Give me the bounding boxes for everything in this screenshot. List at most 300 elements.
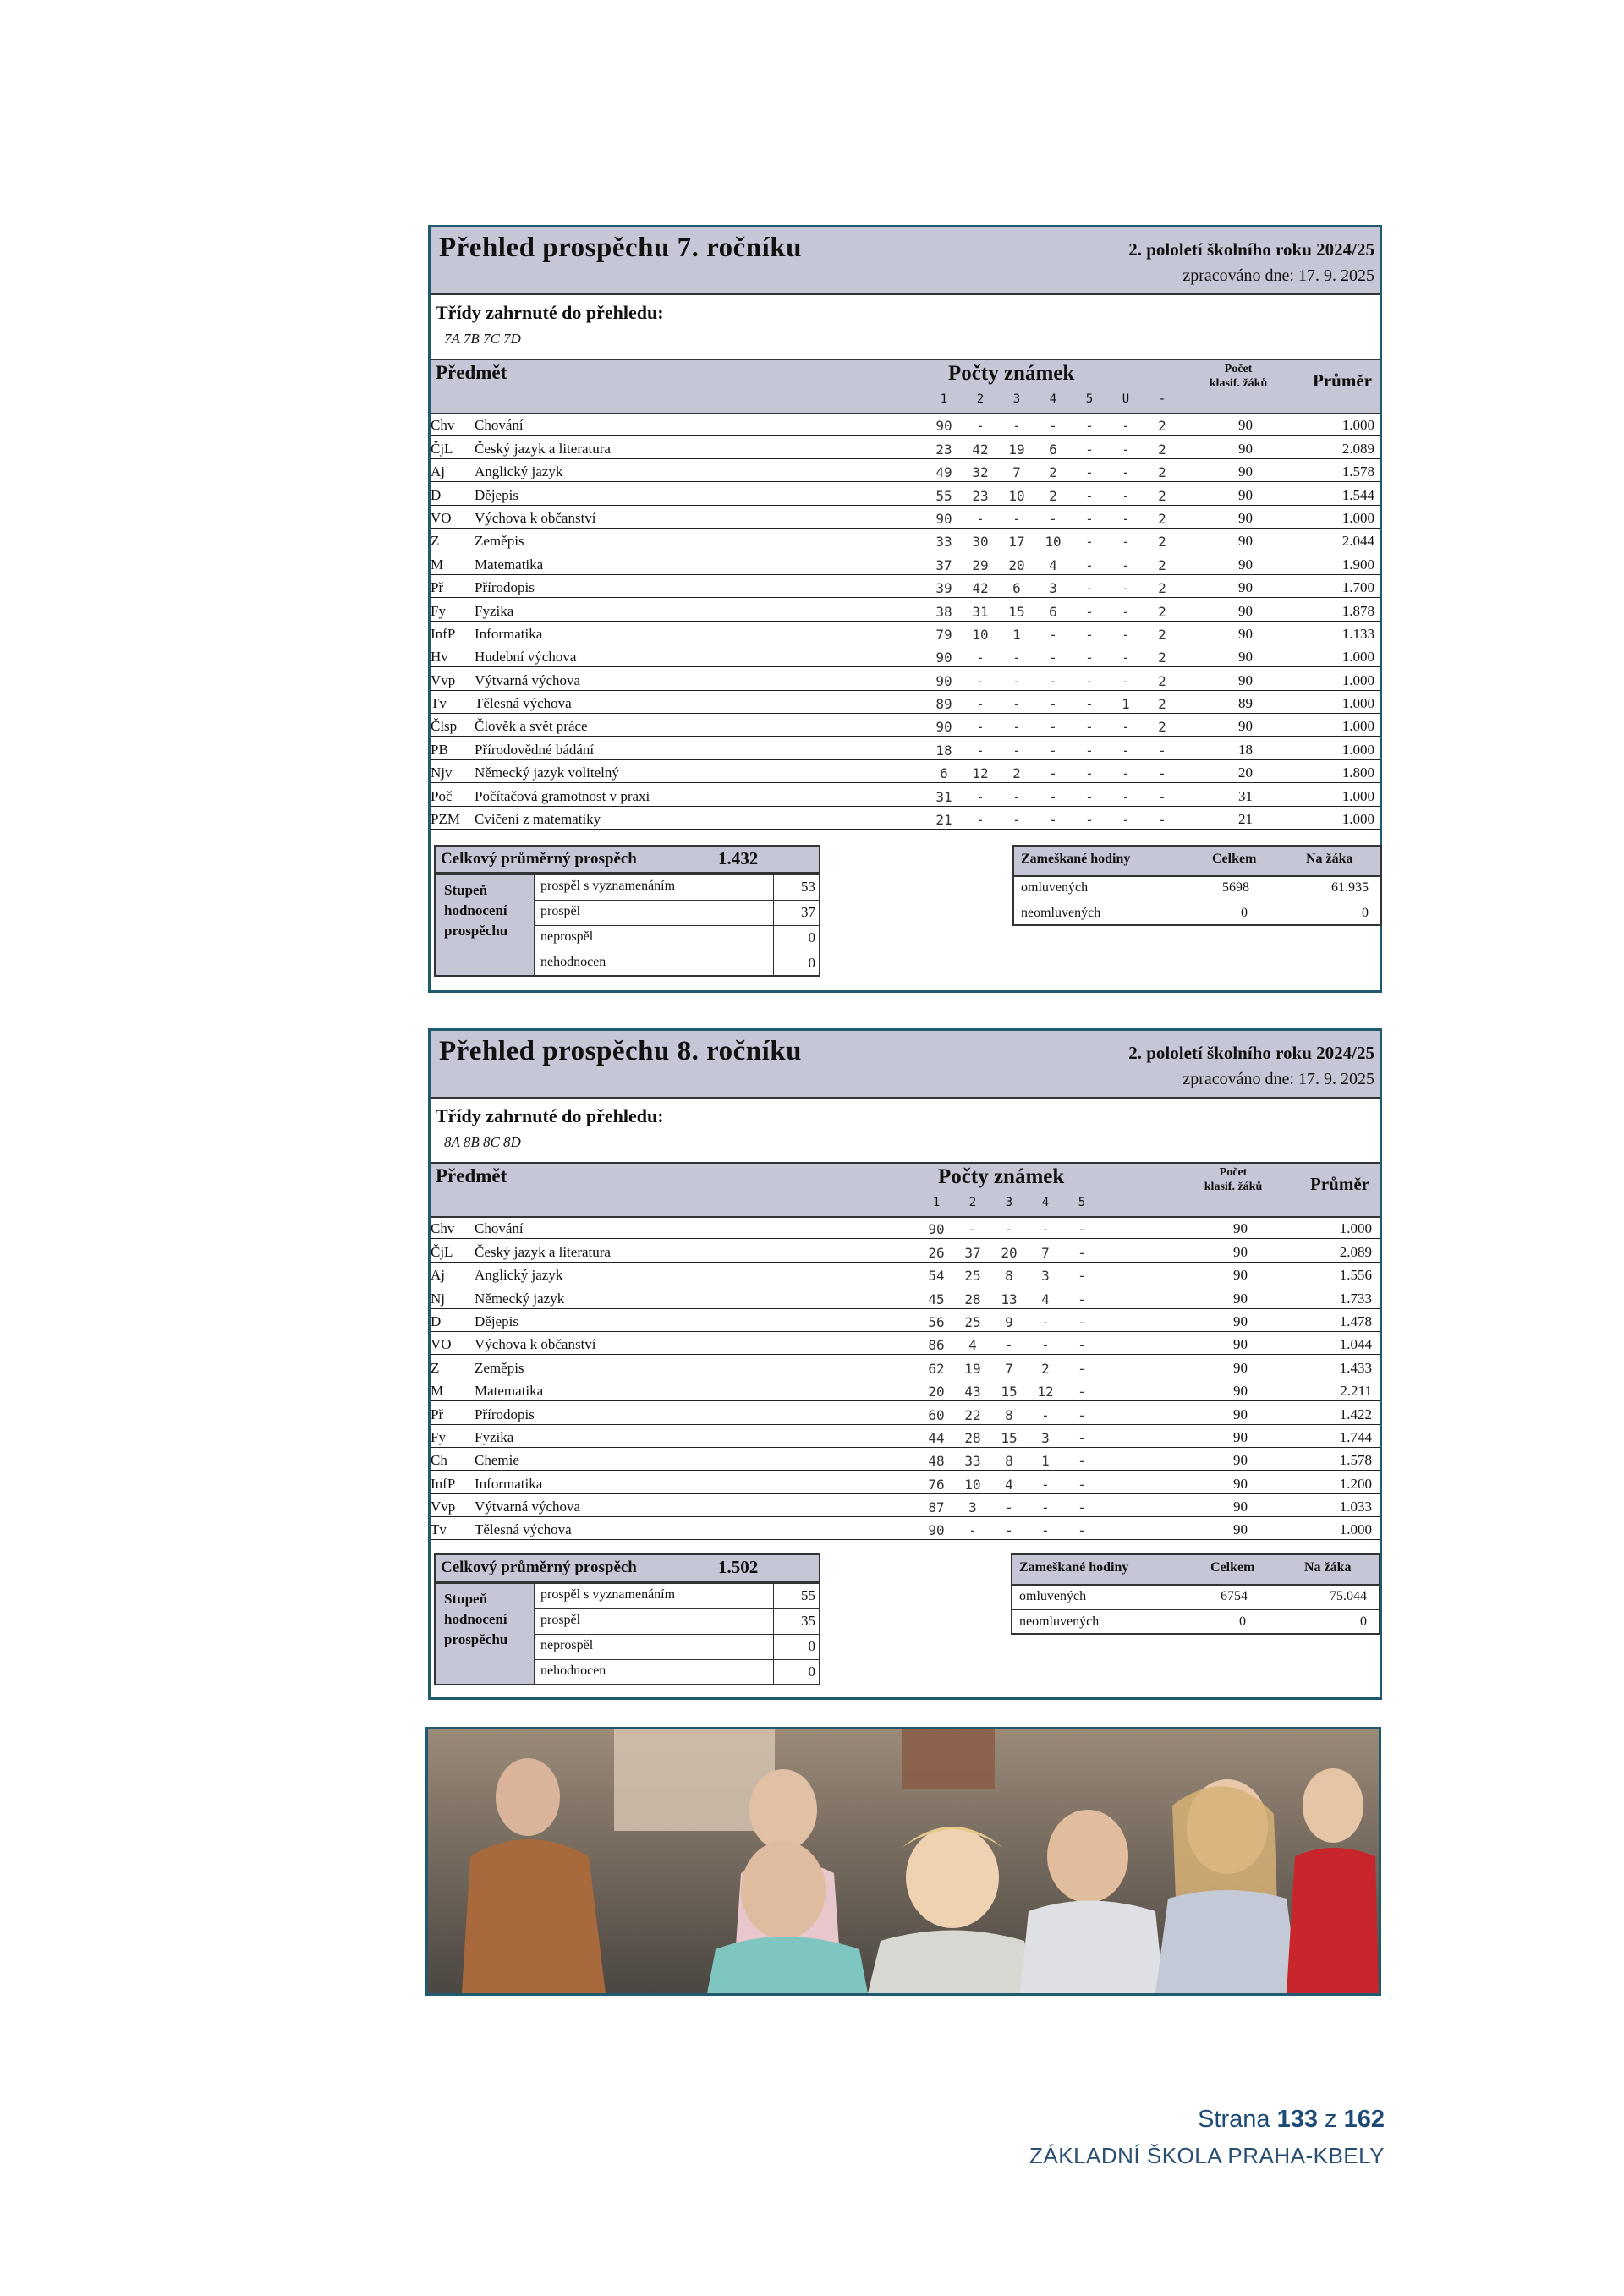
table-row	[431, 1378, 1380, 1401]
absence-row	[1012, 1609, 1379, 1635]
grade-count: 18	[935, 742, 952, 759]
grade-count: -	[1049, 696, 1057, 713]
subject-name: Český jazyk a literatura	[475, 1243, 611, 1260]
header-count	[1200, 362, 1276, 391]
absence-header-per-pupil: Na žáka	[1306, 852, 1353, 866]
grade-count: -	[1078, 1337, 1086, 1354]
table-row	[431, 436, 1380, 458]
pupil-count: 90	[1233, 1452, 1248, 1469]
subject-name: Výtvarná výchova	[475, 671, 581, 688]
evaluation-table	[434, 1582, 820, 1685]
table-row	[431, 783, 1380, 806]
table-row	[431, 1494, 1380, 1517]
subject-abbr: Hv	[431, 649, 448, 666]
subject-name: Anglický jazyk	[475, 463, 563, 480]
pupil-count: 89	[1238, 695, 1253, 712]
subject-abbr: PZM	[431, 811, 460, 828]
absence-header-total: Celkem	[1210, 1560, 1255, 1575]
absence-total: 5698	[1222, 880, 1249, 895]
subject-name: Informatika	[475, 625, 543, 642]
subject-abbr: Njv	[431, 764, 453, 781]
report-period: 2. pololetí školního roku 2024/25	[1128, 239, 1374, 260]
subject-average: 1.000	[1341, 649, 1374, 666]
overall-average-label: Celkový průměrný prospěch	[441, 1559, 637, 1576]
table-row	[431, 807, 1380, 830]
grade-count: 62	[928, 1360, 945, 1377]
grade-count: -	[976, 510, 985, 527]
table-row	[431, 1425, 1380, 1448]
subject-abbr: Vvp	[431, 671, 456, 688]
subject-average: 1.800	[1341, 764, 1374, 781]
subject-rows	[431, 413, 1380, 830]
subject-average: 1.000	[1341, 417, 1374, 434]
grade-count: -	[976, 788, 985, 805]
subject-name: Matematika	[475, 556, 544, 573]
grade-count: 49	[935, 464, 952, 481]
pupil-count: 90	[1233, 1220, 1248, 1237]
grade-count: -	[1085, 556, 1094, 573]
grade-count: -	[968, 1522, 977, 1539]
absence-row	[1014, 875, 1380, 901]
grade-count: 37	[935, 556, 952, 573]
pupil-count: 90	[1238, 509, 1253, 526]
grade-count: 2	[1158, 580, 1166, 597]
evaluation-value: 55	[773, 1584, 819, 1608]
grade-count: -	[1078, 1268, 1086, 1285]
absence-header-total: Celkem	[1212, 852, 1257, 866]
subject-name: Německý jazyk volitelný	[475, 764, 619, 781]
grade-count: 2	[1158, 487, 1166, 504]
pupil-count: 90	[1238, 602, 1253, 619]
grade-count: 2	[1049, 464, 1057, 481]
grade-count: 4	[968, 1337, 977, 1354]
grade-count: 33	[964, 1453, 981, 1470]
grade-count: 56	[928, 1313, 945, 1330]
grade-count: 48	[928, 1453, 945, 1470]
evaluation-name: neprospěl	[540, 929, 594, 944]
grade-count: 31	[972, 603, 989, 620]
subject-name: Zeměpis	[475, 533, 524, 550]
grade-count: 2	[1158, 626, 1166, 643]
evaluation-row	[535, 901, 819, 926]
header-grades: Počty známek	[938, 1165, 1065, 1188]
grade-count: 2	[1158, 649, 1166, 666]
subject-name: Fyzika	[475, 602, 514, 619]
subject-abbr: ČjL	[431, 1243, 453, 1260]
grade-count: -	[1158, 812, 1166, 829]
grade-count: -	[1078, 1244, 1086, 1261]
table-row	[431, 459, 1380, 482]
table-row	[431, 1471, 1380, 1493]
grade-count: -	[976, 649, 985, 666]
grade-count: 90	[935, 418, 952, 435]
evaluation-label-line: hodnocení	[444, 1611, 508, 1627]
grade-col-u: U	[1122, 392, 1130, 406]
grade-count: 2	[1158, 719, 1166, 736]
subject-average: 1.744	[1339, 1428, 1372, 1445]
table-row	[431, 714, 1380, 737]
grade-count: 10	[1045, 534, 1062, 551]
subject-abbr: Chv	[431, 417, 455, 434]
grade-count: 2	[1158, 556, 1166, 573]
grade-count: 7	[1041, 1244, 1050, 1261]
absence-row	[1014, 901, 1380, 926]
absence-name: omluvených	[1019, 1589, 1087, 1603]
subject-average: 1.000	[1341, 787, 1374, 804]
grade-count: -	[1078, 1429, 1086, 1446]
overall-average-label: Celkový průměrný prospěch	[441, 850, 637, 868]
absence-header-hours: Zameškané hodiny	[1019, 1560, 1129, 1575]
subject-average: 1.000	[1341, 718, 1374, 735]
grade-count: 1	[1122, 696, 1130, 713]
subject-average: 1.000	[1341, 671, 1374, 688]
grade-count: 15	[1001, 1429, 1018, 1446]
subject-abbr: Vvp	[431, 1499, 456, 1515]
evaluation-label-line: Stupeň	[444, 1591, 488, 1607]
report-title: Přehled prospěchu 8. ročníku	[439, 1036, 802, 1066]
subject-abbr: InfP	[431, 1475, 456, 1492]
grade-count: -	[1158, 742, 1166, 759]
grade-count: 79	[935, 626, 952, 643]
grade-count: -	[1012, 649, 1021, 666]
subject-name: Hudební výchova	[475, 649, 577, 666]
grade-count: 4	[1005, 1476, 1013, 1493]
subject-average: 1.433	[1339, 1359, 1372, 1376]
grade-count: 6	[1049, 441, 1057, 458]
page-counter	[1198, 2106, 1385, 2134]
grade-count: 87	[928, 1499, 945, 1516]
table-row	[431, 1332, 1380, 1355]
grade-count: -	[1085, 649, 1094, 666]
grade-count: 4	[1041, 1290, 1050, 1307]
grade-count: 30	[972, 534, 989, 551]
subject-average: 1.478	[1339, 1312, 1372, 1329]
grade-count: 12	[1037, 1384, 1054, 1400]
subject-abbr: Tv	[431, 695, 447, 712]
evaluation-name: nehodnocen	[540, 1663, 606, 1678]
grade-count: -	[976, 742, 985, 759]
subject-name: Výchova k občanství	[475, 1336, 596, 1353]
grade-count: 19	[964, 1360, 981, 1377]
grade-count: -	[1049, 765, 1057, 782]
pupil-count: 90	[1233, 1383, 1248, 1400]
grade-count: -	[1122, 719, 1130, 736]
evaluation-value: 0	[773, 926, 819, 951]
evaluation-value: 37	[773, 901, 819, 925]
classes-list: 7A 7B 7C 7D	[444, 331, 521, 347]
grade-count: 6	[1012, 580, 1021, 597]
grade-count: 3	[1041, 1429, 1050, 1446]
grade-count: 33	[935, 534, 952, 551]
subject-average: 1.000	[1341, 811, 1374, 828]
evaluation-name: prospěl s vyznamenáním	[540, 1587, 676, 1602]
subject-name: Tělesná výchova	[475, 1521, 572, 1538]
subject-rows	[431, 1216, 1380, 1540]
evaluation-row	[535, 875, 819, 901]
pupil-count: 90	[1238, 625, 1253, 642]
classes-label: Třídy zahrnuté do přehledu:	[436, 302, 664, 323]
grade-count: -	[1005, 1221, 1013, 1238]
grade-count: -	[1122, 742, 1130, 759]
absence-total: 0	[1241, 906, 1248, 920]
header-count-line2: klasif. žáků	[1209, 377, 1268, 390]
grade-col-2: 2	[976, 392, 985, 406]
subject-name: Německý jazyk	[475, 1290, 565, 1307]
grade-count: 42	[972, 441, 989, 458]
grade-col-2: 2	[968, 1196, 977, 1209]
grade-count: 2	[1158, 603, 1166, 620]
subject-abbr: Aj	[431, 1267, 445, 1284]
table-row	[431, 575, 1380, 598]
subject-abbr: PB	[431, 741, 448, 758]
table-row	[431, 529, 1380, 551]
grade-count: -	[1085, 464, 1094, 481]
overall-average-value: 1.502	[718, 1557, 759, 1577]
table-row	[431, 506, 1380, 529]
table-row	[431, 1239, 1380, 1262]
subject-name: Výtvarná výchova	[475, 1499, 581, 1515]
grade-count: -	[1085, 812, 1094, 829]
pupil-count: 90	[1233, 1336, 1248, 1353]
subject-abbr: M	[431, 1383, 444, 1400]
grade-count: -	[1049, 418, 1057, 435]
pupil-count: 18	[1238, 741, 1253, 758]
grade-count: -	[1041, 1221, 1050, 1238]
grade-count: 29	[972, 556, 989, 573]
overall-average-value: 1.432	[718, 848, 759, 869]
evaluation-row	[535, 1635, 819, 1660]
subject-name: Počítačová gramotnost v praxi	[475, 787, 650, 804]
header-count-line2: klasif. žáků	[1204, 1181, 1263, 1193]
grade-count: 76	[928, 1476, 945, 1493]
grade-count: 17	[1008, 534, 1025, 551]
subject-average: 1.422	[1339, 1406, 1372, 1422]
subject-average: 1.556	[1339, 1267, 1372, 1284]
table-row	[431, 1309, 1380, 1332]
grade-count: -	[1012, 418, 1021, 435]
pupil-count: 90	[1238, 440, 1253, 457]
grade-count: 10	[972, 626, 989, 643]
subject-name: Chování	[475, 1220, 524, 1237]
grade-count: 55	[935, 487, 952, 504]
grade-count: 2	[1158, 510, 1166, 527]
grade-count: 90	[935, 719, 952, 736]
grade-count: 7	[1005, 1360, 1013, 1377]
grade-count: -	[1158, 788, 1166, 805]
subject-abbr: Fy	[431, 1428, 446, 1445]
report-grade-7	[428, 225, 1382, 993]
evaluation-row	[535, 1660, 819, 1685]
absence-name: neomluvených	[1021, 906, 1101, 920]
grade-count: -	[1122, 788, 1130, 805]
evaluation-value: 0	[773, 951, 819, 977]
grade-count: -	[1122, 626, 1130, 643]
grade-count: -	[1122, 580, 1130, 597]
children-photo-illustration	[428, 1729, 1379, 1993]
grade-count: -	[1049, 812, 1057, 829]
evaluation-value: 35	[773, 1609, 819, 1634]
header-average: Průměr	[1310, 1174, 1369, 1194]
subject-average: 1.000	[1339, 1220, 1372, 1237]
grade-count: -	[1078, 1360, 1086, 1377]
absence-per-pupil: 75.044	[1330, 1589, 1367, 1603]
subject-name: Tělesná výchova	[475, 695, 572, 712]
evaluation-label-line: hodnocení	[444, 902, 508, 918]
pupil-count: 90	[1238, 579, 1253, 596]
table-row	[431, 482, 1380, 505]
grade-count: 90	[928, 1522, 945, 1539]
overall-average-box	[434, 845, 820, 874]
grade-count: -	[1049, 649, 1057, 666]
pupil-count: 90	[1233, 1428, 1248, 1445]
report-grade-8	[428, 1028, 1382, 1700]
grade-count: 60	[928, 1406, 945, 1423]
classes-list: 8A 8B 8C 8D	[444, 1134, 521, 1150]
grade-count: -	[976, 719, 985, 736]
subject-average: 2.089	[1341, 440, 1374, 457]
grade-count: 32	[972, 464, 989, 481]
pupil-count: 90	[1238, 533, 1253, 550]
evaluation-row	[535, 1584, 819, 1609]
subject-abbr: Fy	[431, 602, 446, 619]
report-processed-date: zpracováno dne: 17. 9. 2025	[1182, 1070, 1374, 1088]
pupil-count: 20	[1238, 764, 1253, 781]
subject-name: Člověk a svět práce	[475, 718, 588, 735]
grade-count: -	[1122, 418, 1130, 435]
grade-count: -	[1122, 534, 1130, 551]
grade-count: -	[1041, 1337, 1050, 1354]
grade-count: 2	[1041, 1360, 1050, 1377]
subject-abbr: Aj	[431, 463, 445, 480]
grade-count: 2	[1158, 418, 1166, 435]
table-row	[431, 1517, 1380, 1540]
table-row	[431, 760, 1380, 783]
grade-count: 54	[928, 1268, 945, 1285]
grade-count: -	[1122, 812, 1130, 829]
absence-table	[1011, 1553, 1380, 1635]
grade-count: 3	[1049, 580, 1057, 597]
header-grades: Počty známek	[948, 362, 1075, 385]
report-processed-date: zpracováno dne: 17. 9. 2025	[1182, 266, 1374, 285]
subject-average: 1.700	[1341, 579, 1374, 596]
grade-count: -	[976, 696, 985, 713]
grade-count: -	[1012, 742, 1021, 759]
evaluation-row	[535, 926, 819, 951]
grade-count: -	[1012, 510, 1021, 527]
absence-name: neomluvených	[1019, 1614, 1100, 1629]
grade-count: 12	[972, 765, 989, 782]
grade-count: -	[1012, 719, 1021, 736]
absence-row	[1012, 1584, 1379, 1610]
pupil-count: 90	[1238, 649, 1253, 666]
grade-count: 6	[1049, 603, 1057, 620]
table-row	[431, 1355, 1380, 1378]
subject-average: 1.578	[1339, 1452, 1372, 1469]
subject-abbr: D	[431, 486, 442, 503]
grade-count: 8	[1005, 1406, 1013, 1423]
subject-name: Zeměpis	[475, 1359, 524, 1376]
grade-count: -	[1049, 742, 1057, 759]
grade-count: 86	[928, 1337, 945, 1354]
subject-name: Přírodopis	[475, 1406, 535, 1422]
grade-count: -	[1005, 1337, 1013, 1354]
grade-count: 7	[1012, 464, 1021, 481]
grade-count: 39	[935, 580, 952, 597]
table-header	[431, 359, 1380, 414]
grade-col-4: 4	[1041, 1196, 1050, 1209]
grade-col-3: 3	[1012, 392, 1021, 406]
subject-average: 1.033	[1339, 1499, 1372, 1515]
pupil-count: 21	[1238, 811, 1253, 828]
subject-average: 1.044	[1339, 1336, 1372, 1353]
table-row	[431, 644, 1380, 667]
table-row	[431, 622, 1380, 644]
subject-name: Cvičení z matematiky	[475, 811, 601, 828]
pupil-count: 90	[1238, 486, 1253, 503]
pupil-count: 90	[1233, 1406, 1248, 1422]
report-title: Přehled prospěchu 7. ročníku	[439, 233, 802, 263]
subject-average: 1.000	[1339, 1521, 1372, 1538]
grade-count: 1	[1012, 626, 1021, 643]
grade-count: 15	[1001, 1384, 1018, 1400]
subject-abbr: Př	[431, 1406, 444, 1422]
grade-count: -	[1085, 487, 1094, 504]
absence-total: 0	[1239, 1614, 1246, 1629]
subject-average: 2.044	[1341, 533, 1374, 550]
evaluation-label-line: prospěchu	[444, 1631, 508, 1647]
grade-count: -	[1122, 510, 1130, 527]
grade-count: -	[968, 1221, 977, 1238]
subject-name: Matematika	[475, 1383, 544, 1400]
grade-col-3: 3	[1005, 1196, 1013, 1209]
grade-count: 31	[935, 788, 952, 805]
evaluation-label	[436, 1584, 535, 1684]
grade-count: -	[1005, 1499, 1013, 1516]
subject-abbr: Z	[431, 533, 440, 550]
grade-count: -	[1049, 719, 1057, 736]
absence-per-pupil: 0	[1362, 906, 1369, 920]
table-row	[431, 1216, 1380, 1239]
evaluation-name: prospěl s vyznamenáním	[540, 879, 676, 893]
subject-average: 1.000	[1341, 741, 1374, 758]
subject-abbr: Poč	[431, 787, 453, 804]
absence-table	[1012, 845, 1382, 926]
pupil-count: 90	[1233, 1290, 1248, 1307]
subject-name: Dějepis	[475, 1312, 518, 1329]
grade-count: -	[1122, 672, 1130, 689]
grade-count: -	[1122, 556, 1130, 573]
grade-count: -	[1012, 788, 1021, 805]
grade-count: 28	[964, 1429, 981, 1446]
absence-header	[1012, 1555, 1379, 1586]
grade-count: -	[1078, 1453, 1086, 1470]
evaluation-row	[535, 1609, 819, 1635]
pupil-count: 90	[1233, 1475, 1248, 1492]
table-row	[431, 737, 1380, 759]
grade-count: 3	[968, 1499, 977, 1516]
subject-average: 1.133	[1341, 625, 1374, 642]
header-average: Průměr	[1313, 370, 1372, 391]
grade-count: 6	[940, 765, 948, 782]
pupil-count: 90	[1233, 1267, 1248, 1284]
absence-header-per-pupil: Na žáka	[1304, 1560, 1352, 1575]
grade-count: -	[1041, 1499, 1050, 1516]
grade-count: 2	[1012, 765, 1021, 782]
subject-name: Přírodopis	[475, 579, 535, 596]
evaluation-value: 0	[773, 1660, 819, 1685]
subject-average: 2.211	[1340, 1383, 1372, 1400]
table-row	[431, 691, 1380, 714]
